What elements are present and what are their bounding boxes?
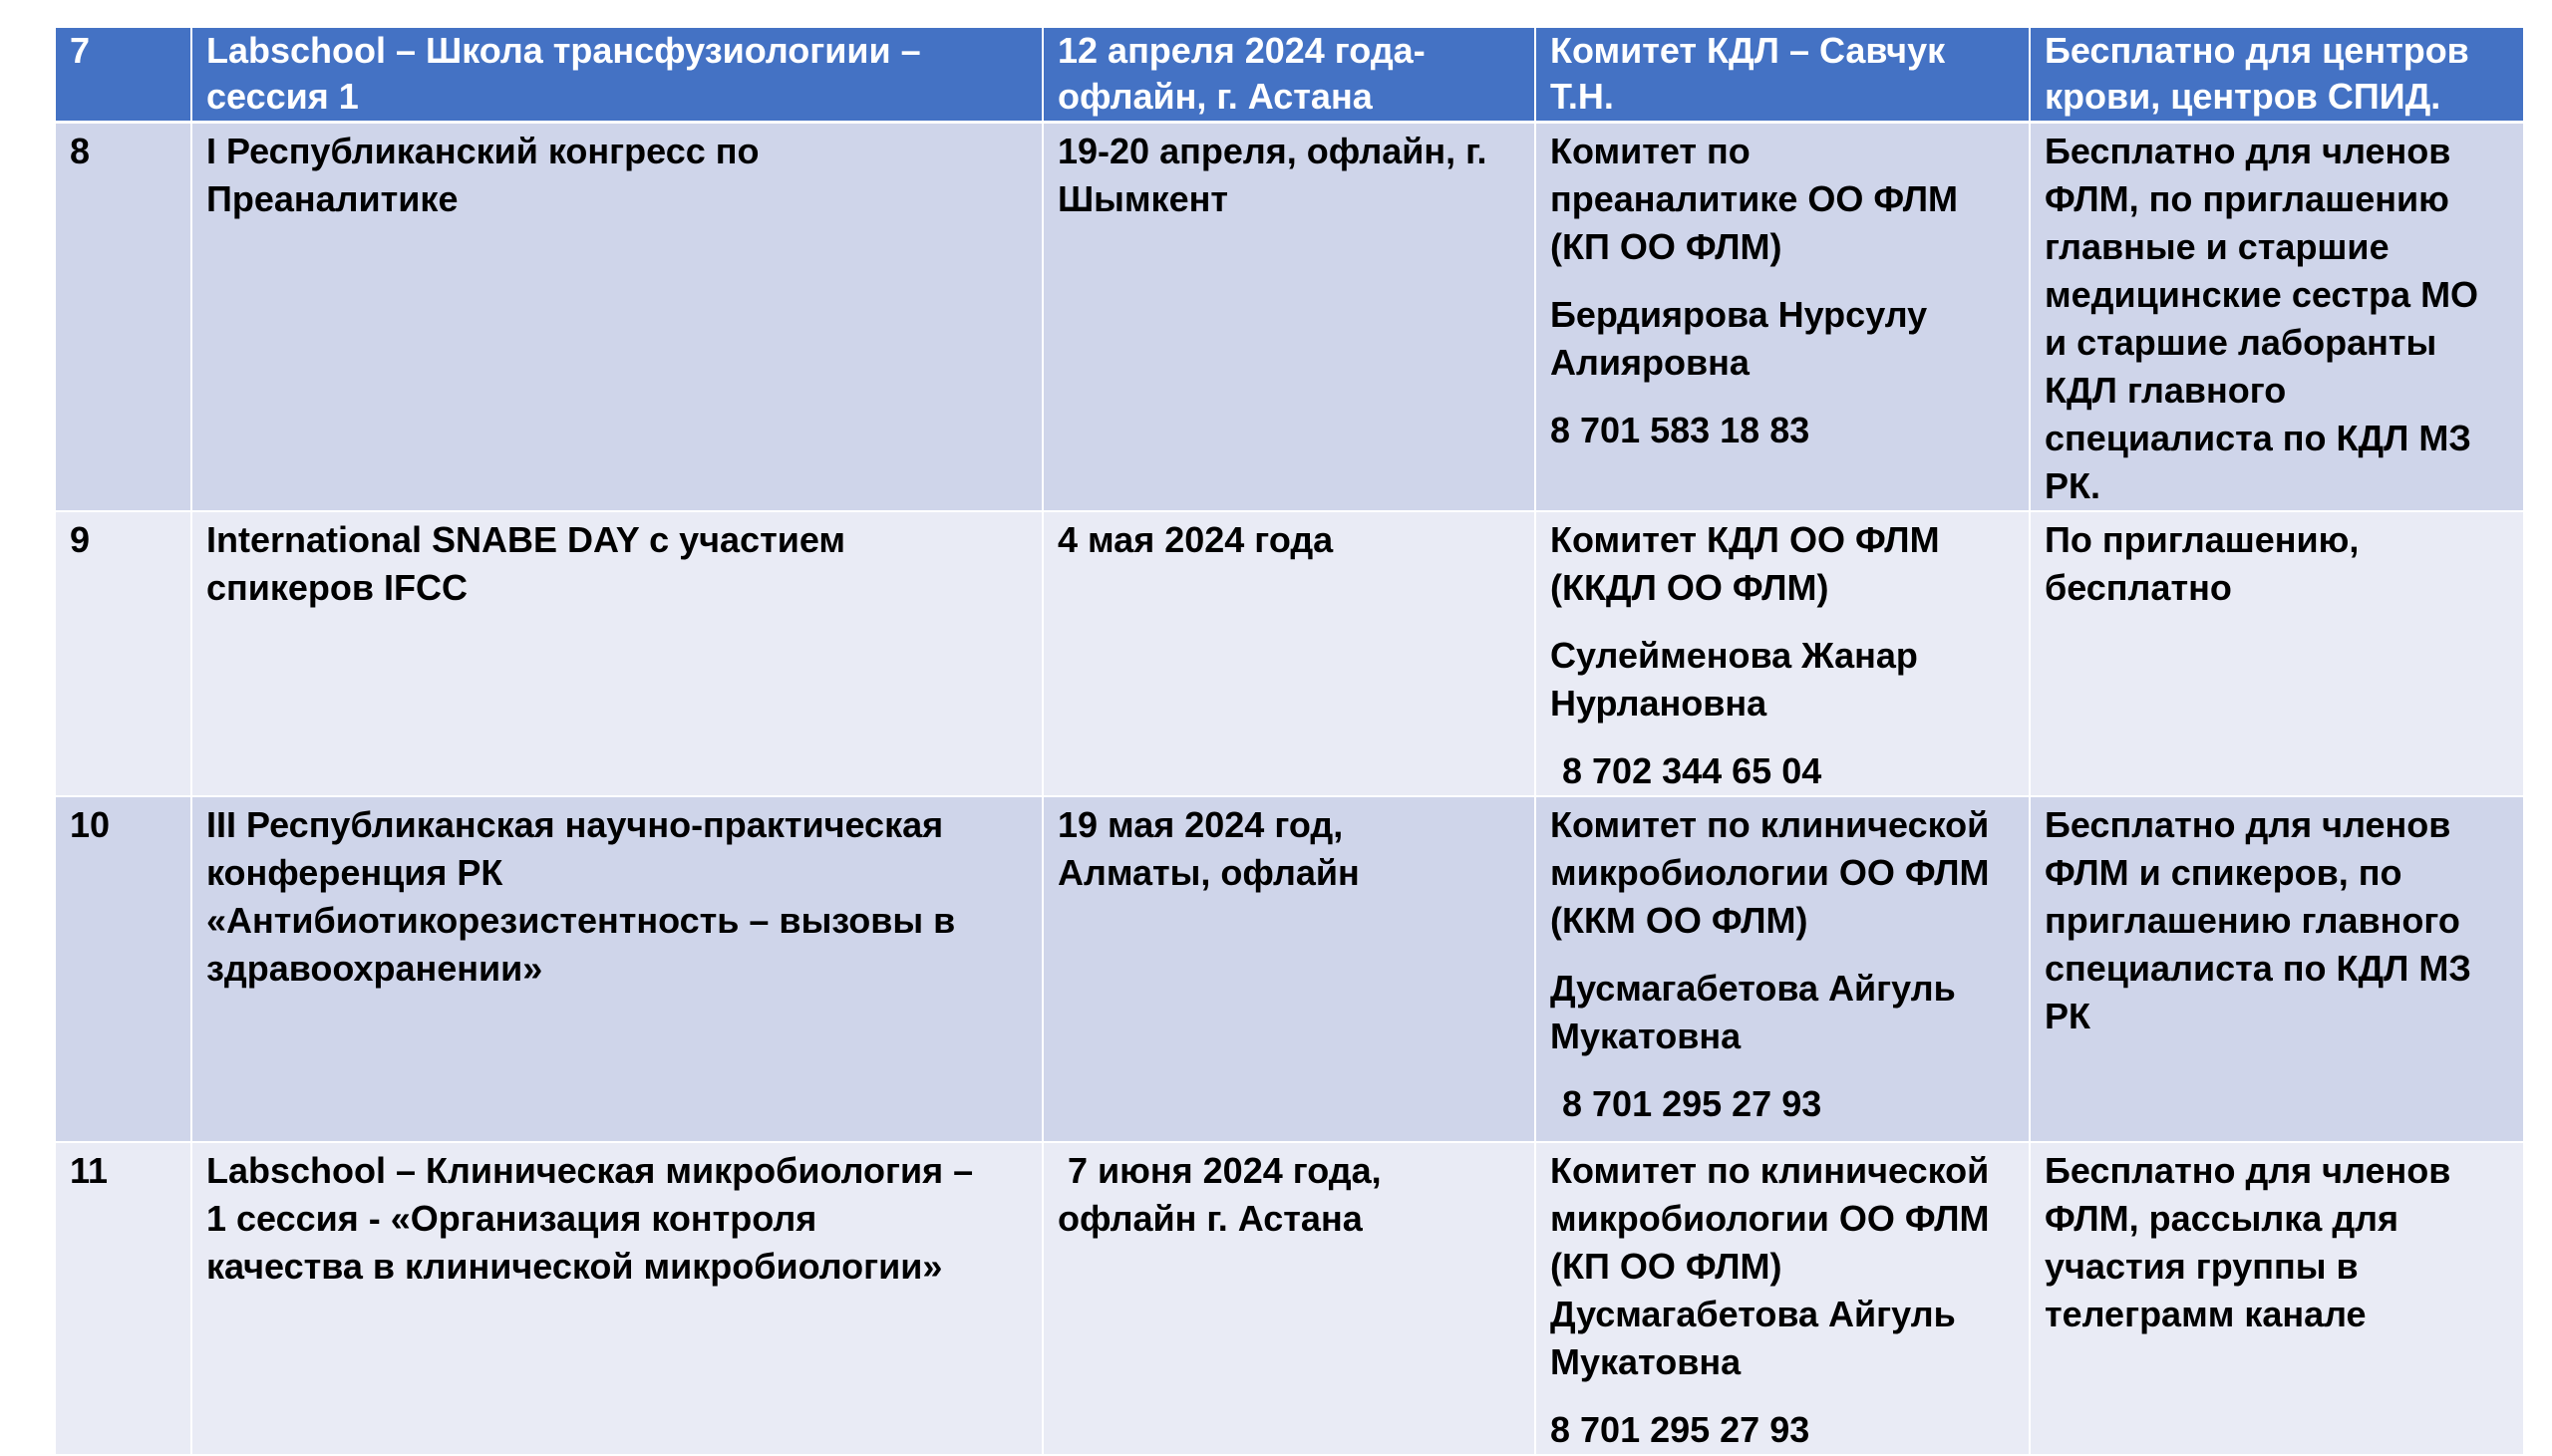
- contact-name: Мукатовна: [1550, 1340, 1742, 1382]
- row-number-cell: [56, 122, 191, 511]
- organizer-line: Комитет КДЛ – Савчук: [1550, 30, 1946, 71]
- date-line: офлайн, г. Астана: [1058, 76, 1373, 117]
- terms-cell: [2030, 511, 2524, 796]
- date-cell: [1043, 28, 1535, 122]
- event-line: «Антибиотикорезистентность – вызовы в: [206, 899, 956, 941]
- contact-phone: 8 701 295 27 93: [1562, 1082, 1822, 1124]
- terms-line: и старшие лаборанты: [2045, 321, 2437, 363]
- event-cell: [191, 28, 1043, 122]
- event-cell: [191, 511, 1043, 796]
- date-line: 12 апреля 2024 года-: [1058, 30, 1426, 71]
- contact-phone: 8 701 583 18 83: [1550, 409, 1810, 450]
- terms-line: приглашению главного: [2045, 899, 2460, 941]
- row-number: 9: [70, 518, 91, 560]
- event-line: конференция РК: [206, 851, 503, 893]
- terms-line: специалиста по КДЛ МЗ: [2045, 947, 2471, 989]
- row-number-cell: [56, 28, 191, 122]
- contact-name: Дусмагабетова Айгуль: [1550, 1293, 1956, 1334]
- spacer: [1550, 945, 2015, 965]
- terms-line: ФЛМ, рассылка для: [2045, 1197, 2399, 1239]
- spacer: [1550, 1060, 2015, 1080]
- date-line: 4 мая 2024 года: [1058, 518, 1334, 560]
- date-line: 19 мая 2024 год,: [1058, 803, 1344, 845]
- terms-line: РК.: [2045, 464, 2100, 506]
- date-cell: [1043, 796, 1535, 1142]
- table-row-7: [56, 28, 2524, 122]
- event-line: 1 сессия - «Организация контроля: [206, 1197, 817, 1239]
- row-number: 8: [70, 130, 91, 171]
- contact-name: Нурлановна: [1550, 682, 1767, 724]
- row-number-cell: [56, 511, 191, 796]
- contact-phone: 8 702 344 65 04: [1562, 749, 1822, 791]
- event-cell: [191, 1142, 1043, 1455]
- contact-name: Алияровна: [1550, 341, 1750, 383]
- row-number: 7: [70, 30, 91, 71]
- event-cell: [191, 796, 1043, 1142]
- event-line: Labschool – Клиническая микробиология –: [206, 1149, 974, 1191]
- date-cell: [1043, 122, 1535, 511]
- organizer-cell: [1535, 796, 2030, 1142]
- spacer: [1550, 728, 2015, 747]
- terms-line: медицинские сестра МО: [2045, 273, 2479, 315]
- date-cell: [1043, 511, 1535, 796]
- contact-name: Бердиярова Нурсулу: [1550, 293, 1928, 335]
- terms-cell: [2030, 28, 2524, 122]
- date-line: офлайн г. Астана: [1058, 1197, 1363, 1239]
- organizer-line: Комитет по: [1550, 130, 1751, 171]
- terms-line: Бесплатно для членов: [2045, 1149, 2451, 1191]
- table-row-8: [56, 122, 2524, 511]
- organizer-line: (КП ОО ФЛМ): [1550, 225, 1782, 267]
- organizer-cell: [1535, 122, 2030, 511]
- event-line: Labschool – Школа трансфузиологиии –: [206, 30, 921, 71]
- terms-line: По приглашению,: [2045, 518, 2360, 560]
- row-number-cell: [56, 796, 191, 1142]
- organizer-line: микробиологии ОО ФЛМ: [1550, 1197, 1990, 1239]
- terms-line: ФЛМ и спикеров, по: [2045, 851, 2402, 893]
- organizer-line: (КП ОО ФЛМ): [1550, 1245, 1782, 1287]
- terms-line: Бесплатно для членов: [2045, 803, 2451, 845]
- row-number: 10: [70, 803, 111, 845]
- table-row-10: [56, 796, 2524, 1142]
- table-row-9: [56, 511, 2524, 796]
- spacer: [1550, 1386, 2015, 1406]
- organizer-line: Т.Н.: [1550, 76, 1614, 117]
- terms-cell: [2030, 1142, 2524, 1455]
- organizer-line: (ККМ ОО ФЛМ): [1550, 899, 1808, 941]
- organizer-line: Комитет по клинической: [1550, 803, 1990, 845]
- contact-name: Дусмагабетова Айгуль: [1550, 967, 1956, 1009]
- spacer: [1550, 387, 2015, 407]
- date-line: Шымкент: [1058, 177, 1228, 219]
- row-number-cell: [56, 1142, 191, 1455]
- events-table: [56, 28, 2525, 1456]
- date-line: Алматы, офлайн: [1058, 851, 1360, 893]
- event-line: III Республиканская научно-практическая: [206, 803, 944, 845]
- contact-phone: 8 701 295 27 93: [1550, 1408, 1810, 1450]
- organizer-line: микробиологии ОО ФЛМ: [1550, 851, 1990, 893]
- event-line: Преаналитике: [206, 177, 459, 219]
- contact-name: Сулейменова Жанар: [1550, 634, 1918, 676]
- terms-line: специалиста по КДЛ МЗ: [2045, 417, 2471, 458]
- organizer-line: (ККДЛ ОО ФЛМ): [1550, 566, 1829, 608]
- organizer-cell: [1535, 511, 2030, 796]
- spacer: [1550, 271, 2015, 291]
- table-row-11: [56, 1142, 2524, 1455]
- event-cell: [191, 122, 1043, 511]
- row-number: 11: [70, 1149, 109, 1191]
- terms-line: телеграмм канале: [2045, 1293, 2367, 1334]
- date-cell: [1043, 1142, 1535, 1455]
- event-line: сессия 1: [206, 76, 359, 117]
- organizer-line: преаналитике ОО ФЛМ: [1550, 177, 1958, 219]
- date-line: 7 июня 2024 года,: [1068, 1149, 1382, 1191]
- terms-line: крови, центров СПИД.: [2045, 76, 2441, 117]
- event-line: спикеров IFCC: [206, 566, 469, 608]
- organizer-line: Комитет по клинической: [1550, 1149, 1990, 1191]
- date-line: 19-20 апреля, офлайн, г.: [1058, 130, 1487, 171]
- event-line: International SNABE DAY с участием: [206, 518, 846, 560]
- terms-line: бесплатно: [2045, 566, 2232, 608]
- organizer-cell: [1535, 1142, 2030, 1455]
- terms-cell: [2030, 796, 2524, 1142]
- event-line: I Республиканский конгресс по: [206, 130, 760, 171]
- contact-name: Мукатовна: [1550, 1015, 1742, 1056]
- terms-line: РК: [2045, 995, 2090, 1036]
- spacer: [1550, 612, 2015, 632]
- terms-line: КДЛ главного: [2045, 369, 2287, 411]
- terms-line: Бесплатно для центров: [2045, 30, 2469, 71]
- organizer-line: Комитет КДЛ ОО ФЛМ: [1550, 518, 1940, 560]
- terms-line: ФЛМ, по приглашению: [2045, 177, 2449, 219]
- terms-line: Бесплатно для членов: [2045, 130, 2451, 171]
- terms-cell: [2030, 122, 2524, 511]
- organizer-cell: [1535, 28, 2030, 122]
- terms-line: участия группы в: [2045, 1245, 2359, 1287]
- event-line: здравоохранении»: [206, 947, 543, 989]
- event-line: качества в клинической микробиологии»: [206, 1245, 943, 1287]
- terms-line: главные и старшие: [2045, 225, 2390, 267]
